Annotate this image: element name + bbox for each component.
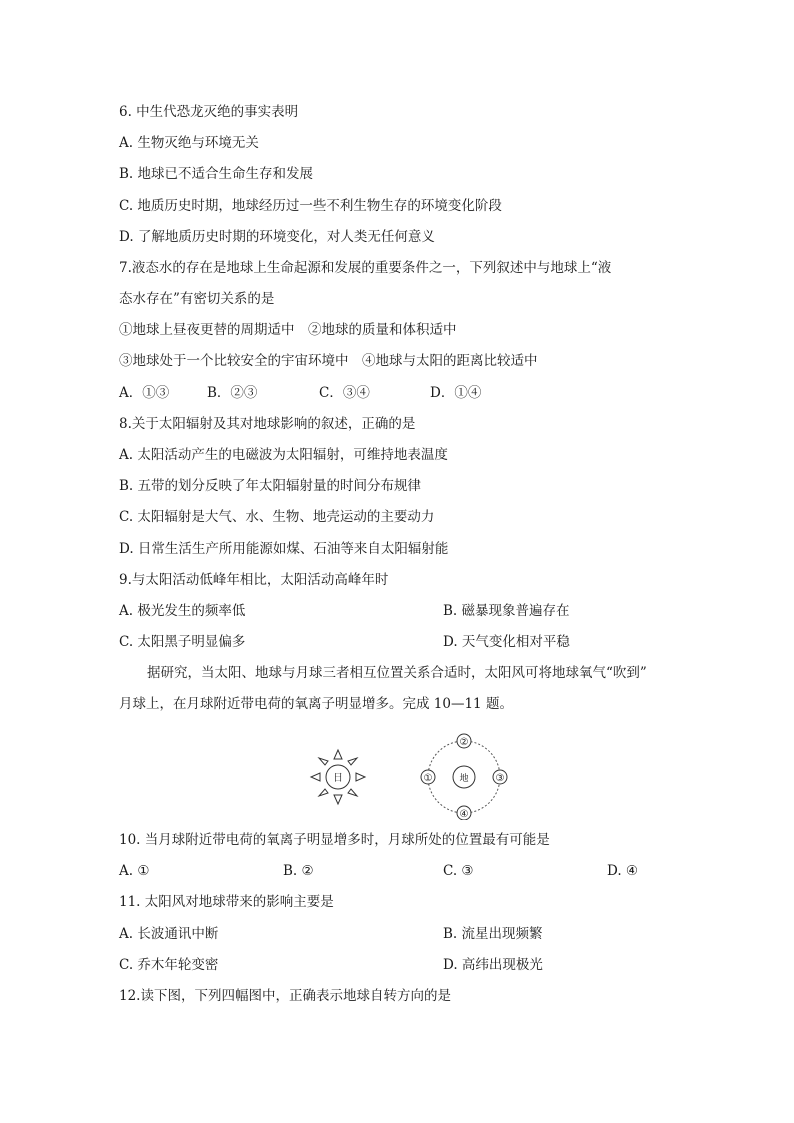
q10-option-b: B. ② xyxy=(283,863,314,879)
q7-statements-line2: ③地球处于一个比较安全的宇宙环境中 ④地球与太阳的距离比较适中 xyxy=(119,353,538,369)
q10-stem: 10. 当月球附近带电荷的氧离子明显增多时，月球所处的位置最有可能是 xyxy=(119,832,550,848)
q7-statements-line1: ①地球上昼夜更替的周期适中 ②地球的质量和体积适中 xyxy=(119,322,457,338)
q7-option-c: C．③④ xyxy=(319,385,370,401)
q8-option-c: C. 太阳辐射是大气、水、生物、地壳运动的主要动力 xyxy=(119,509,435,525)
q6-stem: 6. 中生代恐龙灭绝的事实表明 xyxy=(119,104,299,120)
q7-option-a: A．①③ xyxy=(119,385,170,401)
position-2-label: ② xyxy=(459,737,469,748)
q7-option-b: B．②③ xyxy=(207,385,258,401)
passage-line1: 据研究，当太阳、地球与月球三者相互位置关系合适时，太阳风可将地球氧气“吹到” xyxy=(147,665,647,681)
q12-stem: 12.读下图，下列四幅图中，正确表示地球自转方向的是 xyxy=(119,988,451,1004)
q7-stem-line2: 态水存在”有密切关系的是 xyxy=(119,291,275,307)
q8-option-a: A. 太阳活动产生的电磁波为太阳辐射，可维持地表温度 xyxy=(119,447,448,463)
q7-option-d: D．①④ xyxy=(430,385,482,401)
q9-option-c: C. 太阳黑子明显偏多 xyxy=(119,634,246,650)
sun-label: 日 xyxy=(333,773,343,784)
q6-option-c: C. 地质历史时期，地球经历过一些不利生物生存的环境变化阶段 xyxy=(119,198,502,214)
figure-svg xyxy=(300,730,530,820)
q11-option-a: A. 长波通讯中断 xyxy=(119,926,219,942)
q8-option-b: B. 五带的划分反映了年太阳辐射量的时间分布规律 xyxy=(119,478,422,494)
q9-option-a: A. 极光发生的频率低 xyxy=(119,603,246,619)
q11-stem: 11. 太阳风对地球带来的影响主要是 xyxy=(119,894,334,910)
earth-label: 地 xyxy=(459,774,469,784)
q7-stem-line1: 7.液态水的存在是地球上生命起源和发展的重要条件之一，下列叙述中与地球上“液 xyxy=(119,260,612,276)
sun-earth-moon-figure xyxy=(300,730,530,820)
q6-option-d: D. 了解地质历史时期的环境变化，对人类无任何意义 xyxy=(119,229,435,245)
q11-option-c: C. 乔木年轮变密 xyxy=(119,957,219,973)
q9-option-d: D. 天气变化相对平稳 xyxy=(443,634,570,650)
q6-option-a: A. 生物灭绝与环境无关 xyxy=(119,135,259,151)
q8-stem: 8.关于太阳辐射及其对地球影响的叙述，正确的是 xyxy=(119,416,416,432)
q11-option-d: D. 高纬出现极光 xyxy=(443,957,543,973)
q10-option-c: C. ③ xyxy=(443,863,474,879)
q11-option-b: B. 流星出现频繁 xyxy=(443,926,543,942)
position-1-label: ① xyxy=(423,773,433,784)
q9-stem: 9.与太阳活动低峰年相比，太阳活动高峰年时 xyxy=(119,572,389,588)
position-3-label: ③ xyxy=(495,773,505,784)
q10-option-d: D. ④ xyxy=(607,863,639,879)
q9-option-b: B. 磁暴现象普遍存在 xyxy=(443,603,570,619)
passage-line2: 月球上，在月球附近带电荷的氧离子明显增多。完成 10—11 题。 xyxy=(119,696,513,712)
position-4-label: ④ xyxy=(459,809,469,820)
q6-option-b: B. 地球已不适合生命生存和发展 xyxy=(119,166,314,182)
q10-option-a: A. ① xyxy=(119,863,150,879)
q8-option-d: D. 日常生活生产所用能源如煤、石油等来自太阳辐射能 xyxy=(119,541,449,557)
